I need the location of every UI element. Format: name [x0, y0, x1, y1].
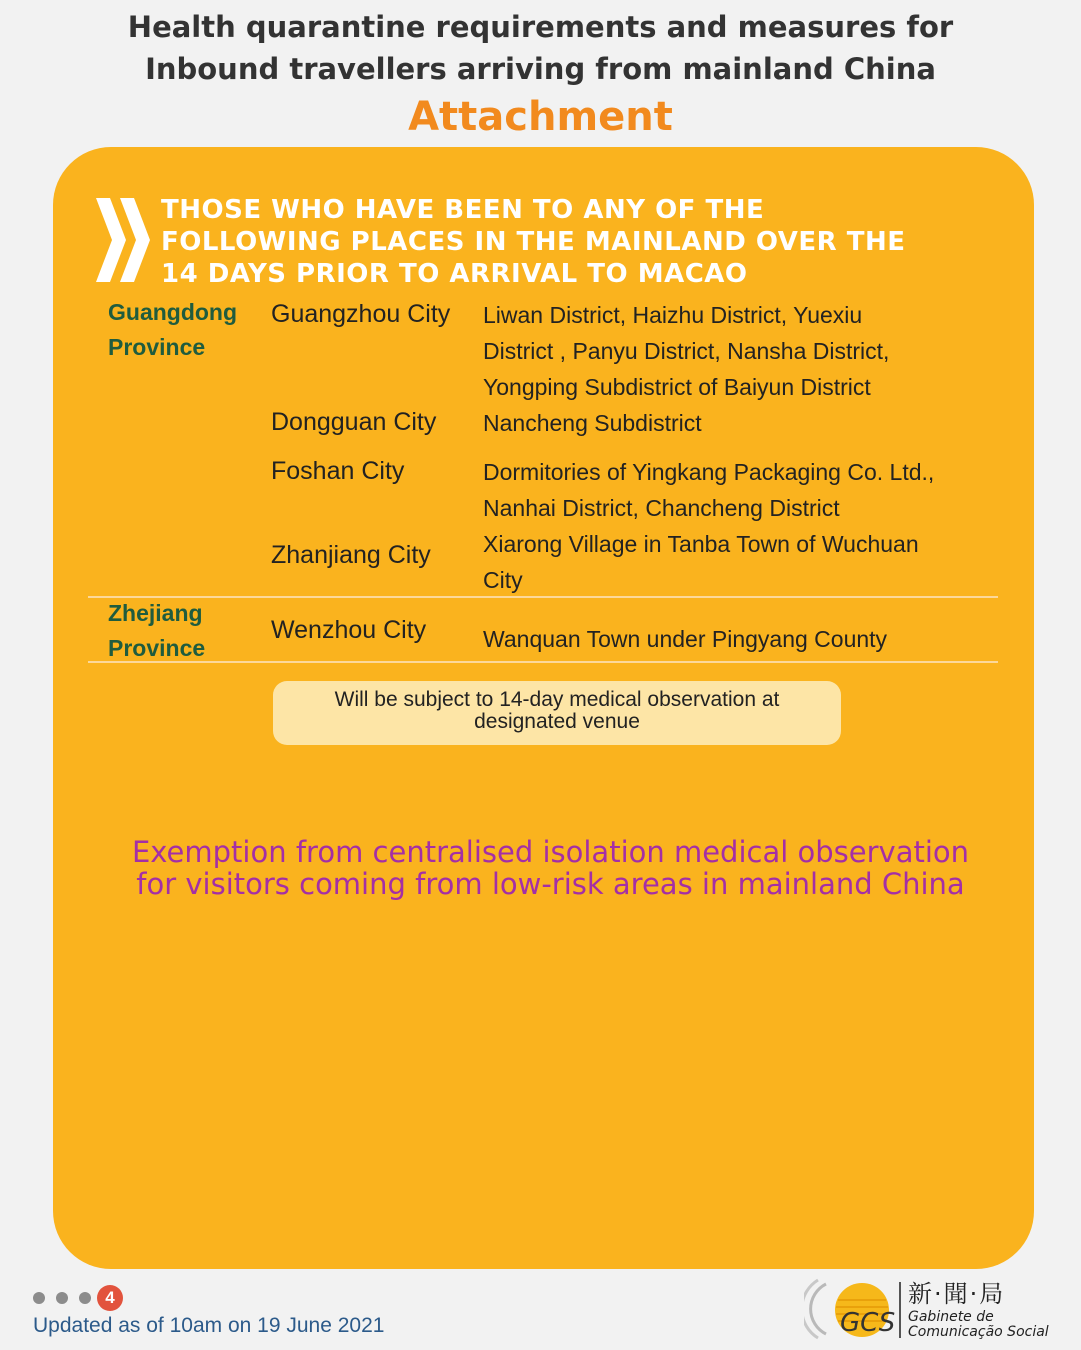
heading-line: THOSE WHO HAVE BEEN TO ANY OF THE	[161, 195, 765, 225]
area-line: Yongping Subdistrict of Baiyun District	[483, 374, 871, 400]
section-heading	[161, 194, 1021, 290]
city-wenzhou: Wenzhou City	[271, 616, 427, 644]
area-line: Xiarong Village in Tanba Town of Wuchuan	[483, 531, 919, 557]
area-dongguan	[483, 405, 1013, 441]
area-line: Wanquan Town under Pingyang County	[483, 626, 888, 652]
row-divider	[88, 596, 998, 598]
area-line: Nanhai District, Chancheng District	[483, 495, 840, 521]
area-line: City	[483, 567, 523, 593]
page-dot	[79, 1292, 91, 1304]
exemption-line: Exemption from centralised isolation medical observation	[131, 835, 970, 869]
updated-timestamp: Updated as of 10am on 19 June 2021	[33, 1314, 385, 1337]
area-wenzhou	[483, 621, 1013, 657]
row-divider	[88, 661, 998, 663]
page-dot	[56, 1292, 68, 1304]
area-zhanjiang	[483, 526, 1013, 598]
title-line-2: Inbound travellers arriving from mainland China	[145, 52, 936, 86]
province-name-line: Zhejiang	[108, 600, 203, 626]
page-subtitle: Attachment	[408, 94, 673, 140]
city-dongguan: Dongguan City	[271, 408, 437, 436]
province-guangdong	[108, 295, 237, 365]
area-line: Dormitories of Yingkang Packaging Co. Ltd.,	[483, 459, 935, 485]
city-guangzhou: Guangzhou City	[271, 300, 451, 328]
area-foshan	[483, 454, 1013, 526]
area-guangzhou	[483, 297, 1013, 405]
logo-line: Comunicação Social	[908, 1324, 1049, 1340]
province-name-line: Guangdong	[108, 299, 238, 325]
city-zhanjiang: Zhanjiang City	[271, 541, 431, 569]
heading-line: FOLLOWING PLACES IN THE MAINLAND OVER THE	[161, 227, 906, 257]
title-line-1: Health quarantine requirements and measures for	[127, 10, 954, 44]
logo-portuguese-text	[908, 1310, 1049, 1340]
page-number-badge: 4	[97, 1285, 123, 1311]
exemption-line: for visitors coming from low-risk areas in mainland China	[136, 867, 965, 901]
double-chevron-icon	[96, 198, 152, 282]
province-zhejiang	[108, 596, 205, 666]
logo-line: Gabinete de	[908, 1309, 994, 1325]
logo-letters: GCS	[840, 1308, 896, 1338]
logo-chinese-text: 新·聞·局	[908, 1280, 1006, 1308]
observation-note	[273, 681, 841, 745]
page-dot	[33, 1292, 45, 1304]
area-line: Liwan District, Haizhu District, Yuexiu	[483, 302, 863, 328]
area-line: District , Panyu District, Nansha District,	[483, 338, 890, 364]
area-line: Nancheng Subdistrict	[483, 410, 702, 436]
note-line: Will be subject to 14-day medical observation at	[334, 688, 780, 711]
page-title	[0, 6, 1081, 90]
province-name-line: Province	[108, 635, 206, 661]
note-line: designated venue	[474, 710, 640, 733]
exemption-text	[60, 836, 1041, 900]
heading-line: 14 DAYS PRIOR TO ARRIVAL TO MACAO	[161, 259, 748, 289]
city-foshan: Foshan City	[271, 457, 405, 485]
province-name-line: Province	[108, 334, 206, 360]
